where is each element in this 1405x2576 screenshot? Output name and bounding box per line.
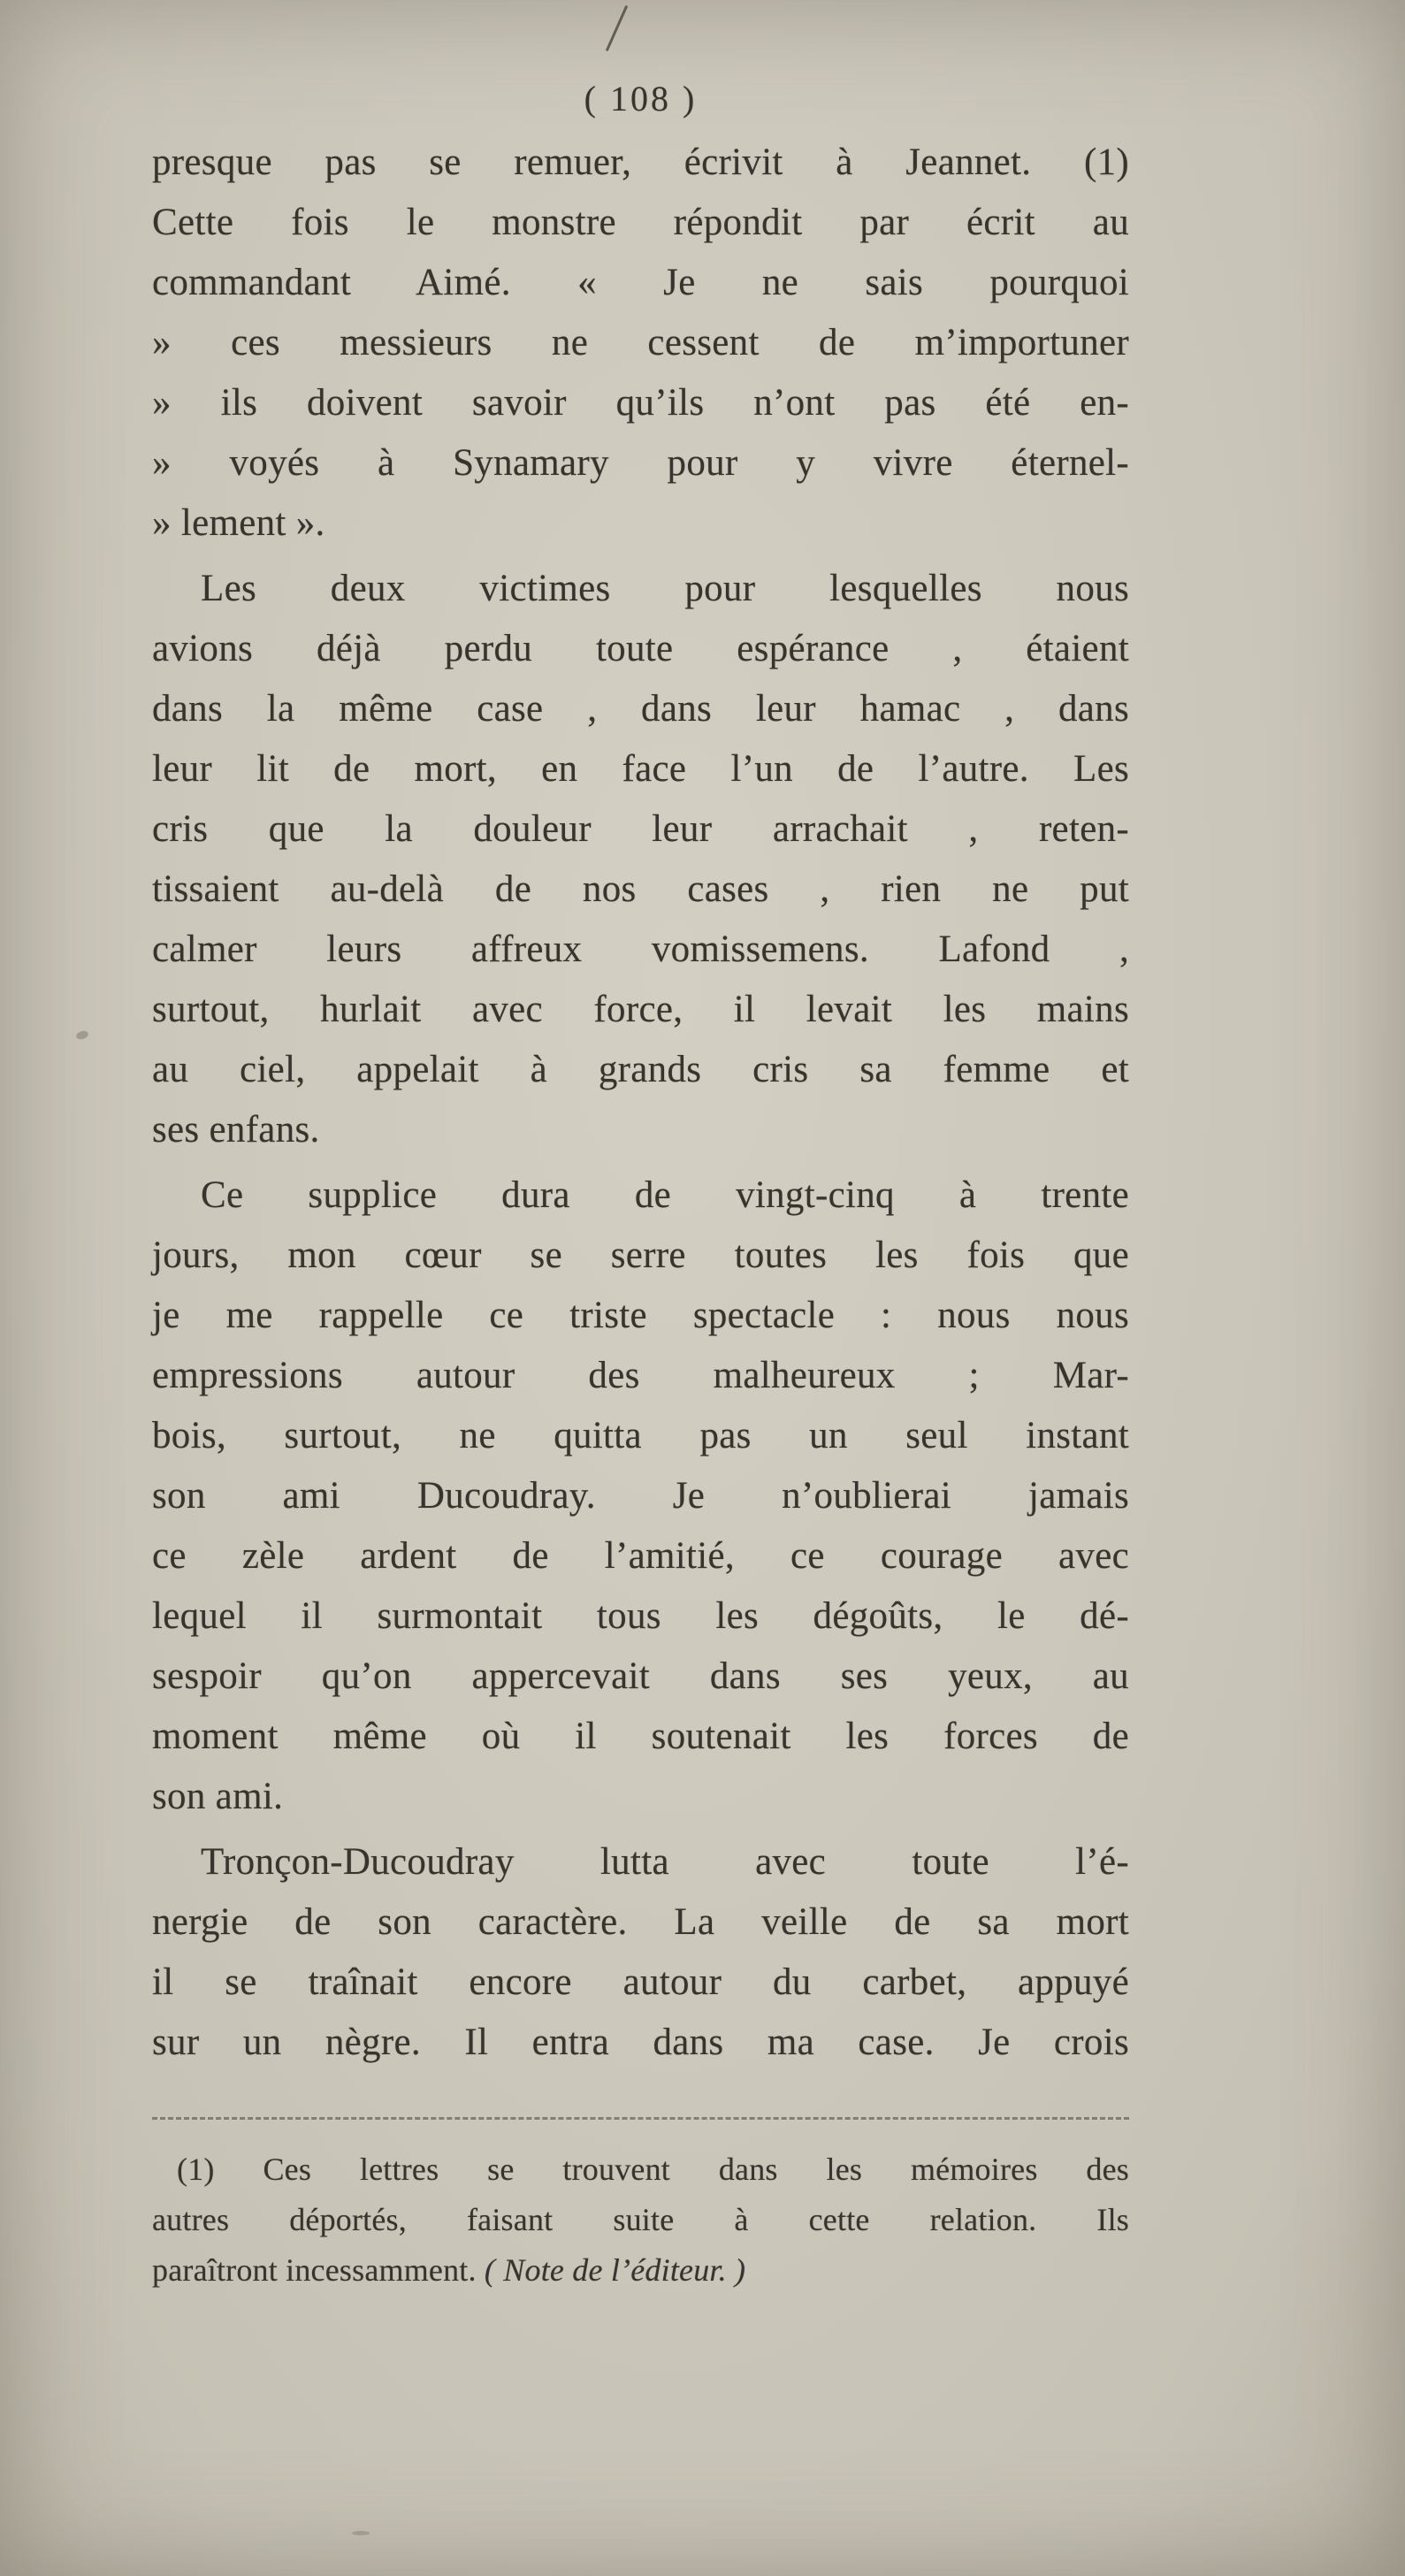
footnote-line [152, 2245, 1129, 2296]
text-line: son ami. [152, 1776, 284, 1817]
footnote-rule [152, 2117, 1129, 2120]
text-line: Cette fois le monstre répondit par écrit au [152, 202, 1129, 243]
text-line: ce zèle ardent de l’amitié, ce courage avec [152, 1535, 1129, 1577]
text-line: presque pas se remuer, écrivit à Jeannet. (1) [152, 141, 1129, 183]
text-line: leur lit de mort, en face l’un de l’autre. Les [152, 748, 1129, 790]
text-line: » voyés à Synamary pour y vivre éternel- [152, 442, 1129, 484]
text-line: je me rappelle ce triste spectacle : nous nous [152, 1295, 1129, 1336]
text-line: calmer leurs affreux vomissemens. Lafond , [152, 929, 1129, 970]
text-line: tissaient au-delà de nos cases , rien ne put [152, 868, 1129, 910]
text-line: jours, mon cœur se serre toutes les fois que [152, 1234, 1129, 1276]
text-line: moment même où il soutenait les forces de [152, 1716, 1129, 1757]
paragraph [152, 559, 1129, 1160]
paragraph [152, 1166, 1129, 1827]
footnote-line: autres déportés, faisant suite à cette relation. Ils [152, 2202, 1129, 2237]
text-line: nergie de son caractère. La veille de sa mort [152, 1901, 1129, 1943]
text-line: avions déjà perdu toute espérance , étaient [152, 628, 1129, 669]
text-line: surtout, hurlait avec force, il levait les mains [152, 989, 1129, 1030]
scan-speck [352, 2531, 370, 2535]
text-line: bois, surtout, ne quitta pas un seul instant [152, 1415, 1129, 1456]
text-line: au ciel, appelait à grands cris sa femme et [152, 1049, 1129, 1090]
text-line: commandant Aimé. « Je ne sais pourquoi [152, 262, 1129, 303]
text-line: Ce supplice dura de vingt-cinq à trente [201, 1174, 1129, 1216]
footnote-line: (1) Ces lettres se trouvent dans les mémoires des [177, 2152, 1129, 2187]
text-line: » ces messieurs ne cessent de m’importuner [152, 322, 1129, 363]
text-line: » lement ». [152, 502, 325, 544]
text-line: cris que la douleur leur arrachait , reten- [152, 808, 1129, 850]
text-line: son ami Ducoudray. Je n’oublierai jamais [152, 1475, 1129, 1517]
text-line: » ils doivent savoir qu’ils n’ont pas été en- [152, 382, 1129, 424]
paragraph [152, 1832, 1129, 2073]
text-line: sespoir qu’on appercevait dans ses yeux, au [152, 1655, 1129, 1697]
text-line: sur un nègre. Il entra dans ma case. Je crois [152, 2022, 1129, 2063]
scan-speck [75, 1029, 89, 1041]
footnote-line-text: paraîtront incessamment. [152, 2252, 485, 2288]
scan-mark-slash [606, 5, 629, 51]
text-block [152, 133, 1129, 2296]
text-line: Les deux victimes pour lesquelles nous [201, 568, 1129, 609]
text-line: ses enfans. [152, 1109, 320, 1150]
paragraph [152, 133, 1129, 554]
footnote [152, 2144, 1129, 2296]
text-line: lequel il surmontait tous les dégoûts, le dé- [152, 1595, 1129, 1637]
text-line: dans la même case , dans leur hamac , dans [152, 688, 1129, 730]
text-line: empressions autour des malheureux ; Mar- [152, 1355, 1129, 1396]
text-line: il se traînait encore autour du carbet, appuyé [152, 1961, 1129, 2003]
paragraphs [152, 133, 1129, 2073]
editor-note: ( Note de l’éditeur. ) [484, 2252, 746, 2288]
text-line: Tronçon-Ducoudray lutta avec toute l’é- [201, 1841, 1129, 1883]
page-number: ( 108 ) [584, 79, 698, 118]
